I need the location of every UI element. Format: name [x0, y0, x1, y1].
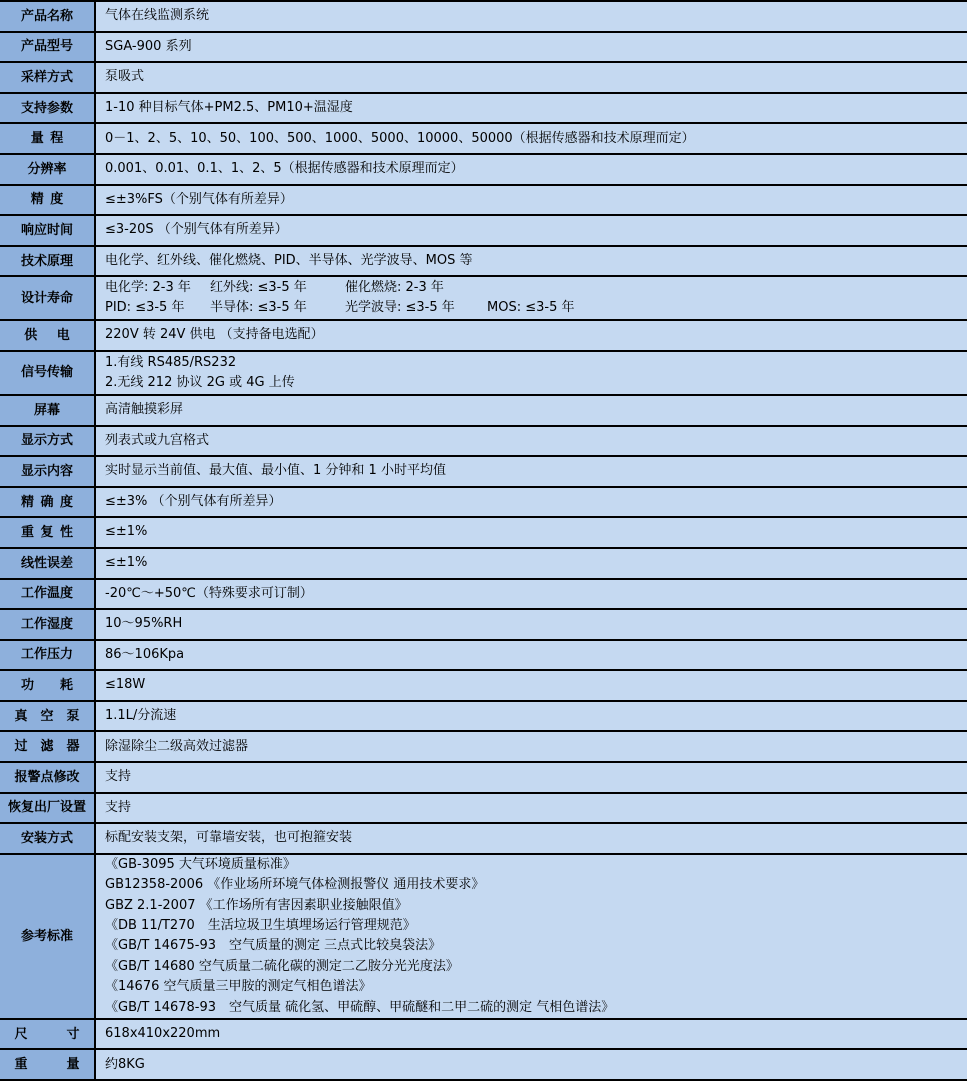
row-label: 支持参数 — [0, 94, 96, 123]
value-segment: 0－1、2、5、10、50、100、500、1000、5000、10000、50000（根据传感器和技术原理而定） — [105, 130, 695, 146]
row-value — [96, 732, 967, 761]
table-row — [0, 732, 967, 763]
value-line — [105, 223, 967, 237]
value-segment: 1.有线 RS485/RS232 — [105, 354, 237, 370]
row-value — [96, 794, 967, 823]
row-value — [96, 1020, 967, 1049]
value-segment: 实时显示当前值、最大值、最小值、1 分钟和 1 小时平均值 — [105, 463, 446, 479]
value-segment: 220V 转 24V 供电 （支持备电选配） — [105, 327, 324, 343]
row-label: 工作湿度 — [0, 610, 96, 639]
value-segment: 电化学、红外线、催化燃烧、PID、半导体、光学波导、MOS 等 — [105, 252, 473, 268]
value-line — [105, 254, 967, 268]
row-value — [96, 610, 967, 639]
row-value — [96, 247, 967, 276]
row-label: 响应时间 — [0, 216, 96, 245]
value-line — [105, 353, 967, 373]
value-line — [105, 162, 967, 176]
value-segment: 86～106Kpa — [105, 646, 185, 662]
value-line — [105, 740, 967, 754]
value-line — [105, 193, 967, 207]
value-segment: 红外线: ≤3-5 年 — [210, 279, 307, 295]
table-row — [0, 855, 967, 1020]
value-segment: 催化燃烧: 2-3 年 — [345, 279, 444, 295]
row-value — [96, 2, 967, 31]
value-segment: GBZ 2.1-2007 《工作场所有害因素职业接触限值》 — [105, 897, 408, 913]
row-value — [96, 671, 967, 700]
table-row — [0, 641, 967, 672]
row-label: 设计寿命 — [0, 277, 96, 319]
value-line — [105, 587, 967, 601]
value-segment: ≤3-20S （个别气体有所差异） — [105, 222, 288, 238]
value-line — [105, 1058, 967, 1072]
value-segment: 列表式或九宫格式 — [105, 432, 210, 448]
row-label: 过 滤 器 — [0, 732, 96, 761]
table-row — [0, 63, 967, 94]
table-row — [0, 610, 967, 641]
value-segment: 支持 — [105, 799, 132, 815]
value-segment: 除湿除尘二级高效过滤器 — [105, 738, 249, 754]
table-row — [0, 488, 967, 519]
value-line — [105, 101, 967, 115]
row-value — [96, 321, 967, 350]
row-value — [96, 63, 967, 92]
value-segment: 支持 — [105, 769, 132, 785]
row-label: 报警点修改 — [0, 763, 96, 792]
value-segment: GB12358-2006 《作业场所环境气体检测报警仪 通用技术要求》 — [105, 877, 485, 893]
value-segment: SGA-900 系列 — [105, 38, 192, 54]
row-label: 显示方式 — [0, 427, 96, 456]
value-segment: 2.无线 212 协议 2G 或 4G 上传 — [105, 374, 295, 390]
value-line — [105, 495, 967, 509]
value-segment: 半导体: ≤3-5 年 — [210, 300, 307, 316]
value-line — [105, 875, 967, 895]
row-label: 安装方式 — [0, 824, 96, 853]
value-line — [105, 556, 967, 570]
table-row — [0, 33, 967, 64]
table-row — [0, 427, 967, 458]
row-value — [96, 1050, 967, 1079]
value-segment: 《DB 11/T270 生活垃圾卫生填埋场运行管理规范》 — [105, 917, 416, 933]
value-line — [105, 40, 967, 54]
value-line — [105, 896, 967, 916]
table-row — [0, 94, 967, 125]
row-value — [96, 763, 967, 792]
value-segment: 光学波导: ≤3-5 年 — [345, 300, 455, 316]
row-value — [96, 216, 967, 245]
row-value — [96, 33, 967, 62]
row-label: 信号传输 — [0, 352, 96, 394]
row-label: 产品名称 — [0, 2, 96, 31]
value-segment: 高清触摸彩屏 — [105, 402, 184, 418]
row-value — [96, 457, 967, 486]
value-line — [105, 132, 967, 146]
table-row — [0, 580, 967, 611]
value-segment: 《GB/T 14678-93 空气质量 硫化氢、甲硫醇、甲硫醚和二甲二硫的测定 气相色谱法》 — [105, 999, 615, 1015]
row-label: 精 度 — [0, 186, 96, 215]
table-row — [0, 457, 967, 488]
value-segment: 0.001、0.01、0.1、1、2、5（根据传感器和技术原理而定） — [105, 161, 464, 177]
value-line — [105, 916, 967, 936]
value-segment: 《GB/T 14675-93 空气质量的测定 三点式比较臭袋法》 — [105, 938, 442, 954]
value-segment: 《GB/T 14680 空气质量二硫化碳的测定二乙胺分光光度法》 — [105, 958, 459, 974]
row-label: 工作温度 — [0, 580, 96, 609]
row-label: 显示内容 — [0, 457, 96, 486]
row-label: 真 空 泵 — [0, 702, 96, 731]
table-row — [0, 1050, 967, 1081]
row-label: 尺 寸 — [0, 1020, 96, 1049]
value-segment: 1-10 种目标气体+PM2.5、PM10+温湿度 — [105, 99, 353, 115]
value-segment: MOS: ≤3-5 年 — [487, 300, 575, 316]
value-line — [105, 373, 967, 393]
row-value — [96, 396, 967, 425]
table-row — [0, 824, 967, 855]
table-row — [0, 2, 967, 33]
row-label: 分辨率 — [0, 155, 96, 184]
value-line — [105, 957, 967, 977]
row-value — [96, 549, 967, 578]
table-row — [0, 671, 967, 702]
value-segment: ≤±1% — [105, 555, 148, 571]
value-line — [105, 403, 967, 417]
table-row — [0, 702, 967, 733]
value-line — [105, 617, 967, 631]
table-row — [0, 794, 967, 825]
row-value — [96, 94, 967, 123]
value-line — [105, 70, 967, 84]
table-row — [0, 352, 967, 396]
row-label: 线性误差 — [0, 549, 96, 578]
row-label: 参考标准 — [0, 855, 96, 1018]
row-value — [96, 824, 967, 853]
row-value — [96, 488, 967, 517]
table-row — [0, 396, 967, 427]
row-value — [96, 277, 967, 319]
row-value — [96, 124, 967, 153]
value-line — [105, 525, 967, 539]
value-line — [105, 936, 967, 956]
table-row — [0, 216, 967, 247]
value-segment: 618x410x220mm — [105, 1025, 221, 1041]
value-line — [105, 1027, 967, 1041]
row-label: 量 程 — [0, 124, 96, 153]
value-line — [105, 678, 967, 692]
table-row — [0, 1020, 967, 1051]
value-segment: ≤±3% （个别气体有所差异） — [105, 493, 282, 509]
value-segment: 约8KG — [105, 1056, 145, 1072]
value-segment: 10～95%RH — [105, 616, 183, 632]
value-segment: 电化学: 2-3 年 — [105, 279, 191, 295]
row-value — [96, 702, 967, 731]
row-value — [96, 352, 967, 394]
row-label: 技术原理 — [0, 247, 96, 276]
value-line — [105, 464, 967, 478]
value-line — [105, 998, 967, 1018]
row-label: 工作压力 — [0, 641, 96, 670]
value-segment: 泵吸式 — [105, 69, 145, 85]
row-label: 重 复 性 — [0, 518, 96, 547]
table-row — [0, 277, 967, 321]
value-line — [105, 328, 967, 342]
value-line — [105, 770, 967, 784]
value-line — [105, 278, 967, 298]
value-line — [105, 648, 967, 662]
table-row — [0, 247, 967, 278]
value-line — [105, 298, 967, 318]
row-label: 产品型号 — [0, 33, 96, 62]
value-segment: 《14676 空气质量三甲胺的测定气相色谱法》 — [105, 979, 372, 995]
table-row — [0, 549, 967, 580]
row-value — [96, 518, 967, 547]
table-row — [0, 186, 967, 217]
row-label: 恢复出厂设置 — [0, 794, 96, 823]
value-segment: 1.1L/分流速 — [105, 708, 177, 724]
value-line — [105, 801, 967, 815]
row-label: 屏幕 — [0, 396, 96, 425]
row-value — [96, 641, 967, 670]
value-line — [105, 977, 967, 997]
table-row — [0, 763, 967, 794]
row-label: 采样方式 — [0, 63, 96, 92]
row-label: 重 量 — [0, 1050, 96, 1079]
value-segment: ≤±1% — [105, 524, 148, 540]
value-segment: 气体在线监测系统 — [105, 8, 210, 24]
value-line — [105, 9, 967, 23]
table-row — [0, 124, 967, 155]
row-value — [96, 427, 967, 456]
row-value — [96, 155, 967, 184]
value-line — [105, 434, 967, 448]
row-label: 精 确 度 — [0, 488, 96, 517]
table-row — [0, 155, 967, 186]
value-line — [105, 709, 967, 723]
value-segment: ≤±3%FS（个别气体有所差异） — [105, 191, 293, 207]
table-row — [0, 518, 967, 549]
value-segment: PID: ≤3-5 年 — [105, 300, 185, 316]
value-segment: 标配安装支架，可靠墙安装，也可抱箍安装 — [105, 830, 353, 846]
row-value — [96, 580, 967, 609]
row-label: 供 电 — [0, 321, 96, 350]
table-row — [0, 321, 967, 352]
value-segment: -20℃～+50℃（特殊要求可订制） — [105, 585, 313, 601]
value-line — [105, 831, 967, 845]
row-label: 功 耗 — [0, 671, 96, 700]
row-value — [96, 186, 967, 215]
row-value — [96, 855, 967, 1018]
value-segment: ≤18W — [105, 677, 146, 693]
value-segment: 《GB-3095 大气环境质量标准》 — [105, 856, 296, 872]
value-line — [105, 855, 967, 875]
